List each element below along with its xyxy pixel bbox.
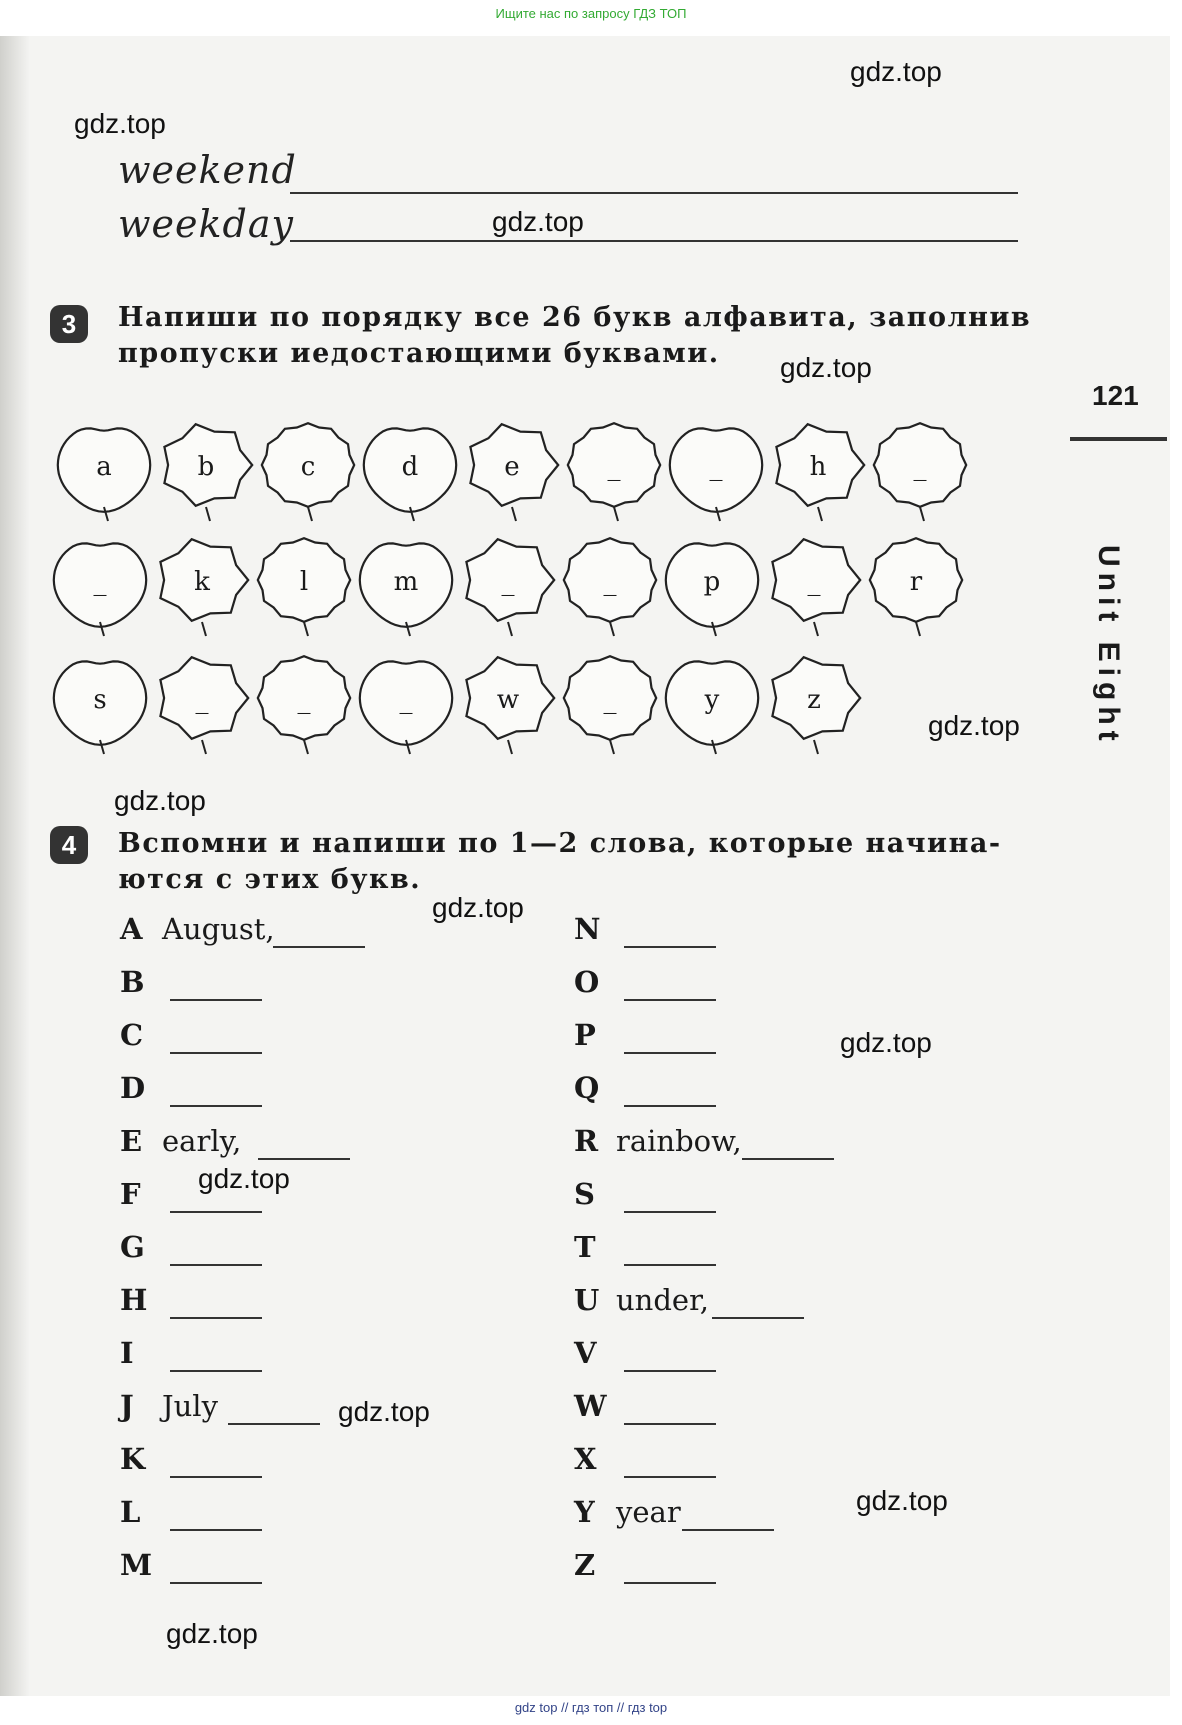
- answer-blank-line[interactable]: [624, 1476, 716, 1478]
- watermark: gdz.top: [850, 56, 942, 87]
- left-column-letter: L: [120, 1495, 141, 1529]
- watermark: gdz.top: [780, 352, 872, 383]
- right-column-letter: R: [574, 1124, 599, 1158]
- leaf-stem: [818, 507, 822, 521]
- answer-blank-line[interactable]: [170, 1529, 262, 1531]
- right-column-letter: Q: [574, 1071, 600, 1105]
- leaf-letter: _: [399, 685, 413, 715]
- leaf-letter: z: [807, 685, 821, 715]
- left-column-word: July: [162, 1389, 218, 1423]
- watermark: gdz.top: [432, 892, 524, 923]
- watermark: gdz.top: [166, 1618, 258, 1649]
- left-column-word: early,: [162, 1124, 242, 1158]
- watermark: gdz.top: [928, 710, 1020, 741]
- leaf-letter: _: [603, 685, 617, 715]
- watermark: gdz.top: [856, 1485, 948, 1516]
- right-column-letter: Z: [574, 1548, 596, 1582]
- right-column-letter: Y: [574, 1495, 595, 1529]
- leaf-letter: k: [194, 567, 210, 597]
- leaf-letter: s: [93, 685, 107, 715]
- answer-blank-line[interactable]: [170, 1264, 262, 1266]
- right-column-letter: T: [574, 1230, 596, 1264]
- watermark: gdz.top: [198, 1163, 290, 1194]
- answer-blank-line[interactable]: [624, 1582, 716, 1584]
- leaf-letter: a: [96, 452, 112, 482]
- answer-blank-line[interactable]: [228, 1423, 320, 1425]
- right-column-letter: V: [574, 1336, 597, 1370]
- answer-blank-line[interactable]: [170, 1582, 262, 1584]
- leaf-stem: [508, 740, 512, 754]
- task-4-number: 4: [50, 826, 88, 864]
- right-column-word: year: [616, 1495, 681, 1529]
- answer-blank-line[interactable]: [624, 946, 716, 948]
- left-column-letter: M: [120, 1548, 153, 1582]
- leaf-letter: l: [299, 567, 309, 597]
- leaf-letter: _: [603, 567, 617, 597]
- answer-blank-line[interactable]: [170, 999, 262, 1001]
- task-4-instruction-line2: ются с этих букв.: [118, 864, 422, 895]
- leaf-letter: b: [197, 452, 215, 482]
- answer-blank-line[interactable]: [624, 1105, 716, 1107]
- leaf-letter: _: [709, 452, 723, 482]
- answer-blank-line[interactable]: [624, 999, 716, 1001]
- leaf-letter: _: [913, 452, 927, 482]
- leaf-letter: _: [807, 567, 821, 597]
- leaf-stem: [920, 507, 924, 521]
- leaf-stem: [202, 740, 206, 754]
- watermark: gdz.top: [840, 1027, 932, 1058]
- leaf-letter: y: [704, 685, 720, 715]
- task-3-instruction-line2: пропуски иедостающими буквами.: [118, 338, 720, 369]
- left-column-letter: E: [120, 1124, 143, 1158]
- right-column-letter: N: [574, 912, 601, 946]
- answer-blank-line[interactable]: [170, 1370, 262, 1372]
- left-column-letter: F: [120, 1177, 141, 1211]
- left-column-letter: J: [120, 1389, 134, 1423]
- watermark: gdz.top: [74, 108, 166, 139]
- left-column-letter: G: [120, 1230, 145, 1264]
- leaf-stem: [814, 740, 818, 754]
- leaf-stem: [610, 740, 614, 754]
- answer-blank-line[interactable]: [624, 1264, 716, 1266]
- answer-blank-line[interactable]: [170, 1211, 262, 1213]
- leaf-letter: m: [393, 567, 419, 597]
- answer-blank-line[interactable]: [624, 1370, 716, 1372]
- left-column-letter: H: [120, 1283, 148, 1317]
- right-column-letter: X: [574, 1442, 597, 1476]
- leaf-stem: [206, 507, 210, 521]
- left-column-word: August,: [162, 912, 275, 946]
- unit-label: Unit Eight: [1092, 545, 1125, 747]
- leaf-stem: [916, 622, 920, 636]
- leaf-letter: _: [607, 452, 621, 482]
- watermark: gdz.top: [114, 785, 206, 816]
- leaf-letter: _: [297, 685, 311, 715]
- task-3-instruction-line1: Напиши по порядку все 26 букв алфавита, заполнив: [118, 302, 1032, 333]
- leaf-stem: [308, 507, 312, 521]
- task-4-instruction-line1: Вспомни и напиши по 1—2 слова, которые начина-: [118, 828, 1002, 859]
- leaf-stem: [304, 740, 308, 754]
- right-column-letter: O: [574, 965, 600, 999]
- page-number: 121: [1092, 380, 1139, 411]
- footer-note: gdz top // гдз топ // гдз top: [514, 1700, 668, 1715]
- answer-blank-line[interactable]: [258, 1158, 350, 1160]
- watermark: gdz.top: [492, 206, 584, 237]
- leaf-stem: [610, 622, 614, 636]
- answer-blank-line[interactable]: [170, 1105, 262, 1107]
- answer-blank-line[interactable]: [682, 1529, 774, 1531]
- leaf-letter: d: [401, 452, 419, 482]
- answer-blank-line[interactable]: [624, 1211, 716, 1213]
- watermark: gdz.top: [338, 1396, 430, 1427]
- answer-blank-line[interactable]: [170, 1052, 262, 1054]
- leaf-letter: c: [300, 452, 316, 482]
- right-column-letter: U: [574, 1283, 600, 1317]
- answer-blank-line[interactable]: [624, 1052, 716, 1054]
- leaf-stem: [304, 622, 308, 636]
- leaf-stem: [614, 507, 618, 521]
- right-column-letter: W: [574, 1389, 607, 1423]
- answer-blank-line[interactable]: [170, 1317, 262, 1319]
- leaf-letter: e: [504, 452, 520, 482]
- answer-blank-line[interactable]: [273, 946, 365, 948]
- answer-blank-line[interactable]: [170, 1476, 262, 1478]
- leaf-stem: [202, 622, 206, 636]
- answer-blank-line[interactable]: [624, 1423, 716, 1425]
- leaf-stem: [814, 622, 818, 636]
- left-column-letter: C: [120, 1018, 144, 1052]
- leaf-letter: p: [703, 567, 721, 597]
- leaf-letter: _: [195, 685, 209, 715]
- left-column-letter: I: [120, 1336, 134, 1370]
- right-column-letter: S: [574, 1177, 595, 1211]
- left-column-letter: K: [120, 1442, 146, 1476]
- header-note: Ищите нас по запросу ГДЗ ТОП: [495, 6, 687, 21]
- leaf-letter: w: [496, 685, 520, 715]
- script-word-weekday: weekday: [118, 202, 294, 246]
- leaf-letter: h: [809, 452, 827, 482]
- right-column-word: rainbow,: [616, 1124, 742, 1158]
- answer-blank-line[interactable]: [712, 1317, 804, 1319]
- leaf-letter: r: [909, 567, 923, 597]
- left-column-letter: D: [120, 1071, 146, 1105]
- leaf-stem: [508, 622, 512, 636]
- task-3-number: 3: [50, 305, 88, 343]
- answer-blank-line[interactable]: [742, 1158, 834, 1160]
- leaf-letter: _: [93, 567, 107, 597]
- script-word-weekend: weekend: [118, 148, 297, 192]
- left-column-letter: A: [120, 912, 143, 946]
- leaf-stem: [512, 507, 516, 521]
- right-column-word: under,: [616, 1283, 709, 1317]
- alphabet-leaves: [0, 0, 1182, 800]
- left-column-letter: B: [120, 965, 145, 999]
- leaf-letter: _: [501, 567, 515, 597]
- right-column-letter: P: [574, 1018, 596, 1052]
